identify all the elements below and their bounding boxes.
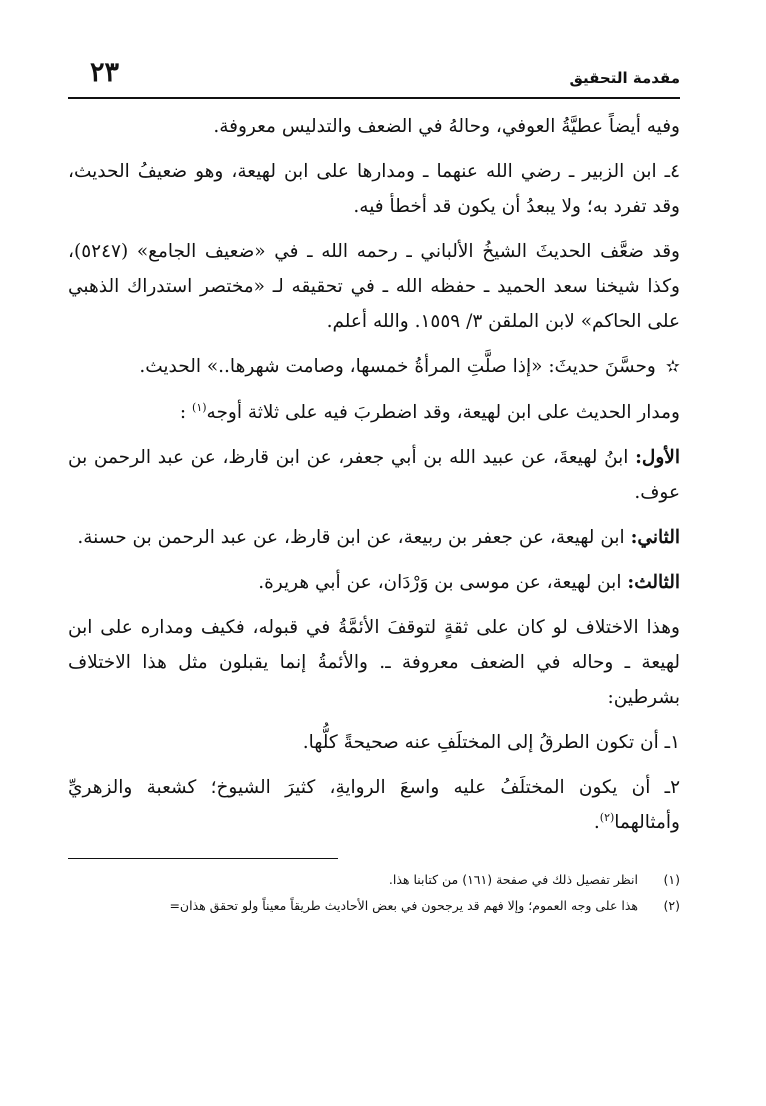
footnote-text: انظر تفصيل ذلك في صفحة (١٦١) من كتابنا هذا. [388, 872, 638, 887]
page [68, 55, 680, 919]
footnote-rule [68, 858, 338, 859]
footnote-ref-1[interactable]: (١) [192, 400, 207, 414]
paragraph-ibn-zubayr: ٤ـ ابن الزبير ـ رضي الله عنهما ـ ومدارها على ابن لهيعة، وهو ضعيفُ الحديث، وقد تفرد به؛ ولا يبعدُ أن يكون قد أخطأ فيه. [68, 161, 680, 217]
paragraph-atiyya: وفيه أيضاً عطيَّةُ العوفي، وحالهُ في الضعف والتدليس معروفة. [213, 116, 680, 137]
main-text [68, 109, 680, 840]
wajh-text: ابن لهيعة، عن موسى بن وَرْدَان، عن أبي هريرة. [258, 572, 622, 593]
footnotes [68, 867, 680, 919]
header-rule [68, 97, 680, 99]
wajh-label: الثاني: [630, 527, 680, 548]
paragraph-madar [68, 395, 680, 430]
wajh-label: الثالث: [627, 572, 680, 593]
footnote-2 [68, 893, 680, 919]
wajh-third [68, 565, 680, 600]
page-number: ٢٣ [90, 57, 120, 88]
wajh-second [68, 520, 680, 555]
footnote-number: (٢) [663, 898, 680, 913]
condition-second-text: ٢ـ أن يكون المختلَفُ عليه واسعَ الروايةِ، كثيرَ الشيوخ؛ كشعبة والزهريِّ وأمثالهما [68, 777, 680, 833]
wajh-first [68, 440, 680, 510]
footnote-number: (١) [663, 872, 680, 887]
footnote-ref-2[interactable]: (٢) [599, 810, 615, 824]
star-paragraph-text: وحسَّنَ حديثَ: «إذا صلَّتِ المرأةُ خمسها، وصامت شهرها..» الحديث. [139, 356, 656, 377]
footnote-1 [68, 867, 680, 893]
running-title: مقدمة التحقيق [569, 69, 680, 87]
condition-second [68, 770, 680, 840]
star-paragraph [68, 349, 680, 385]
paragraph-ikhtilaf: وهذا الاختلاف لو كان على ثقةٍ لتوقفَ الأئمَّةُ في قبوله، فكيف ومداره على ابن لهيعة ـ وحاله في الضعف معروفة ـ. والأئمةُ إنما يقبلون مثل هذا الاختلاف بشرطين: [68, 617, 680, 708]
star-icon: ✫ [665, 357, 680, 377]
page-header [68, 55, 680, 95]
wajh-text: ابن لهيعة، عن جعفر بن ربيعة، عن ابن قارظ، عن عبد الرحمن بن حسنة. [77, 527, 625, 548]
madar-tail: : [179, 402, 187, 423]
condition-second-tail: . [593, 812, 600, 833]
condition-first: ١ـ أن تكون الطرقُ إلى المختلَفِ عنه صحيحةً كلُّها. [302, 732, 680, 753]
wajh-label: الأول: [635, 447, 680, 468]
wajh-text: ابنُ لهيعةَ، عن عبيد الله بن أبي جعفر، عن ابن قارظ، عن عبد الرحمن بن عوف. [68, 447, 680, 503]
footnote-text: هذا على وجه العموم؛ وإلا فهم قد يرجحون في بعض الأحاديث طريقاً معيناً ولو تحقق هذان= [169, 898, 638, 913]
paragraph-albani: وقد ضعَّف الحديثَ الشيخُ الألباني ـ رحمه الله ـ في «ضعيف الجامع» (٥٢٤٧)، وكذا شيخنا سعد الحميد ـ حفظه الله ـ في تحقيقه لـ «مختصر استدراك الذهبي على الحاكم» لابن الملقن ٣/ ١٥٥٩. والله أعلم. [68, 241, 680, 332]
madar-text: ومدار الحديث على ابن لهيعة، وقد اضطربَ فيه على ثلاثة أوجه [206, 402, 680, 423]
